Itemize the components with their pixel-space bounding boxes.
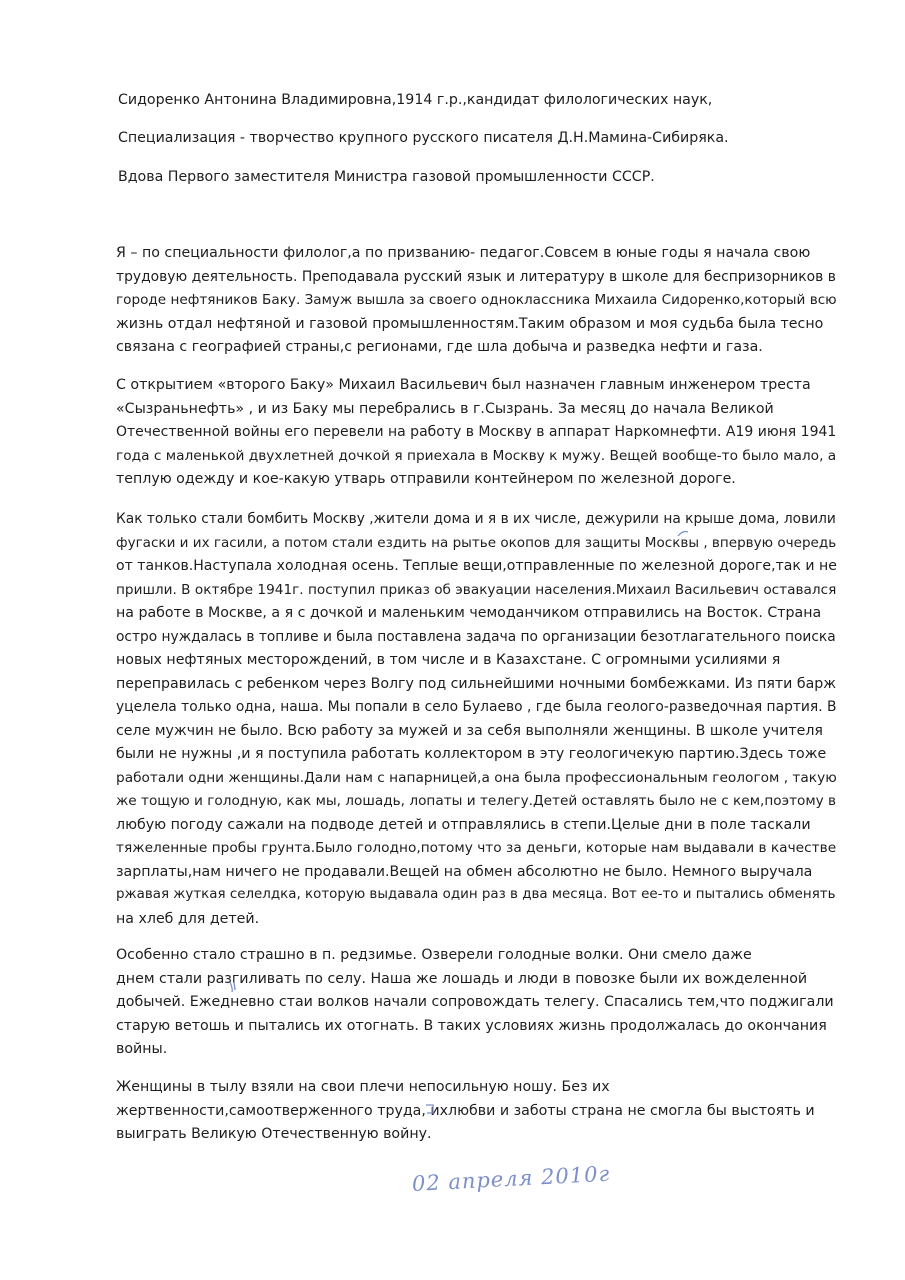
text-line: тяжеленные пробы грунта.Было голодно,потому что за деньги, которые нам выдавали в качестве bbox=[116, 840, 837, 856]
text-line: С открытием «второго Баку» Михаил Васильевич был назначен главным инженером треста bbox=[116, 377, 811, 393]
text-line: городе нефтяников Баку. Замуж вышла за своего одноклассника Михаила Сидоренко,который всю bbox=[116, 292, 837, 308]
text-line: переправилась с ребенком через Волгу под сильнейшими ночными бомбежками. Из пяти барж bbox=[116, 675, 837, 692]
text-line: теплую одежду и кое-какую утварь отправили контейнером по железной дороге. bbox=[116, 471, 736, 487]
text-line: Я – по специальности филолог,а по призванию- педагог.Совсем в юные годы я начала свою bbox=[116, 245, 811, 261]
text-line: связана с географией страны,с регионами, где шла добыча и разведка нефти и газа. bbox=[116, 339, 763, 355]
text-line: Особенно стало страшно в п. редзимье. Озверели голодные волки. Они смело даже bbox=[116, 947, 752, 963]
text-line: добычей. Ежедневно стаи волков начали сопровождать телегу. Спасались тем,что поджигали bbox=[116, 994, 834, 1010]
text-line: Женщины в тылу взяли на свои плечи непосильную ношу. Без их bbox=[116, 1079, 610, 1095]
handwritten-date: 02 апреля 2010г bbox=[411, 1161, 611, 1196]
text-line: днем стали разгиливать по селу. Наша же лошадь и люди в повозке были их вожделенной bbox=[116, 970, 808, 987]
text-line: на хлеб для детей. bbox=[116, 910, 260, 927]
text-line: были не нужны ,и я поступила работать коллектором в эту геологичекую партию.Здесь тоже bbox=[116, 746, 827, 762]
text-line: же тощую и голодную, как мы, лошадь, лопаты и телегу.Детей оставлять было не с кем,поэтому в bbox=[116, 793, 837, 809]
text-line: уцелела только одна, наша. Мы попали в село Булаево , где была геолого-разведочная партия. В bbox=[116, 699, 837, 715]
text-line: жертвенности,самоотверженного труда, ихлюбви и заботы страна не смогла бы выстоять и bbox=[116, 1102, 815, 1119]
text-line: трудовую деятельность. Преподавала русский язык и литературу в школе для беспризорников в bbox=[116, 268, 836, 285]
text-line: остро нуждалась в топливе и была поставлена задача по организации безотлагательного поиска bbox=[116, 628, 836, 645]
pen-correction-mark bbox=[676, 529, 690, 539]
text-line: работали одни женщины.Дали нам с напарницей,а она была профессиональным геологом , такую bbox=[116, 769, 837, 786]
specialization-line: Специализация - творчество крупного русского писателя Д.Н.Мамина-Сибиряка. bbox=[118, 130, 729, 146]
text-line: ржавая жуткая селелдка, которую выдавала один раз в два месяца. Вот ее-то и пытались обменять bbox=[116, 887, 836, 902]
text-line: зарплаты,нам ничего не продавали.Вещей на обмен абсолютно не было. Немного выручала bbox=[116, 863, 813, 880]
text-line: жизнь отдал нефтяной и газовой промышленностям.Таким образом и моя судьба была тесно bbox=[116, 315, 824, 332]
text-line: любую погоду сажали на подводе детей и отправлялись в степи.Целые дни в поле таскали bbox=[116, 816, 811, 833]
text-line: на работе в Москве, а я с дочкой и маленьким чемоданчиком отправились на Восток. Страна bbox=[116, 605, 822, 621]
text-line: «Сызраньнефть» , и из Баку мы перебрались в г.Сызрань. За месяц до начала Великой bbox=[116, 400, 774, 417]
text-line: старую ветошь и пытались их отогнать. В таких условиях жизнь продолжалась до окончания bbox=[116, 1017, 827, 1034]
text-line: от танков.Наступала холодная осень. Теплые вещи,отправленные по железной дороге,так и не bbox=[116, 558, 837, 574]
author-line: Сидоренко Антонина Владимировна,1914 г.р.,кандидат филологических наук, bbox=[118, 92, 713, 108]
widow-line: Вдова Первого заместителя Министра газовой промышленности СССР. bbox=[118, 169, 655, 185]
text-line: Отечественной войны его перевели на работу в Москву в аппарат Наркомнефти. А19 июня 1941 bbox=[116, 424, 837, 440]
text-line: выиграть Великую Отечественную войну. bbox=[116, 1126, 432, 1142]
text-line: фугаски и их гасили, а потом стали ездить на рытье окопов для защиты Москвы , впервую очередь bbox=[116, 534, 837, 551]
text-line: селе мужчин не было. Всю работу за мужей и за себя выполняли женщины. В школе учителя bbox=[116, 722, 823, 739]
pen-correction-mark bbox=[228, 980, 238, 994]
text-line: Как только стали бомбить Москву ,жители дома и я в их числе, дежурили на крыше дома, ловили bbox=[116, 511, 836, 527]
text-line: новых нефтяных месторождений, в том числе и в Казахстане. С огромными усилиями я bbox=[116, 652, 781, 668]
pen-correction-mark bbox=[424, 1103, 436, 1115]
text-line: войны. bbox=[116, 1041, 168, 1057]
text-line: года с маленькой двухлетней дочкой я приехала в Москву к мужу. Вещей вообще-то было мало, а bbox=[116, 447, 837, 464]
text-line: пришли. В октябре 1941г. поступил приказ об эвакуации населения.Михаил Васильевич оставался bbox=[116, 581, 837, 598]
